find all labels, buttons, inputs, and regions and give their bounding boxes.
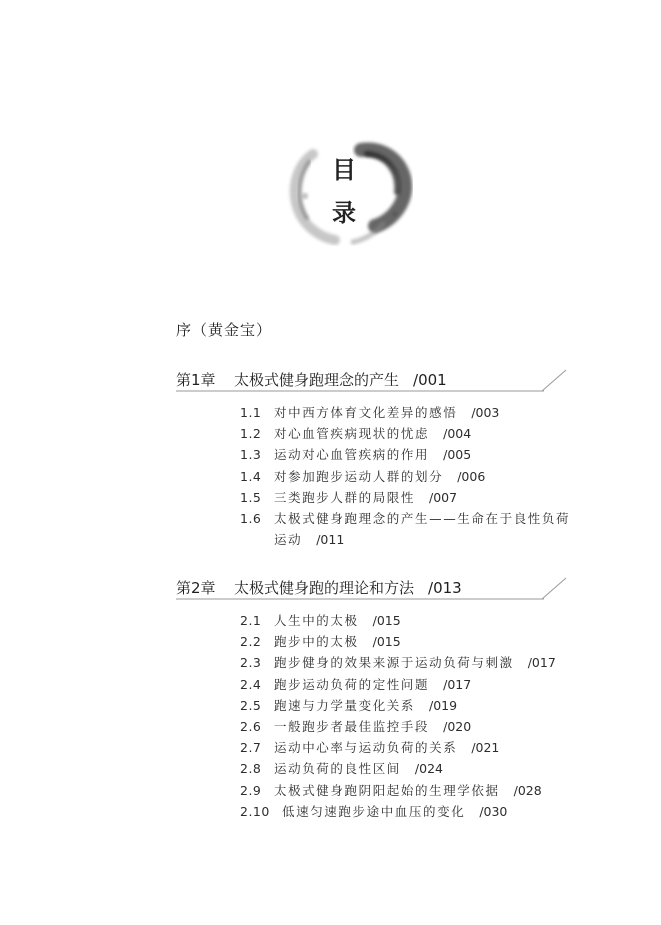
- toc-title-char-2: 录: [332, 199, 356, 227]
- toc-entry-2-1[interactable]: [240, 610, 556, 631]
- section-title: 低速匀速跑步途中血压的变化: [282, 803, 466, 819]
- section-title: 对参加跑步运动人群的划分: [274, 468, 444, 484]
- toc-entry-1-4[interactable]: [240, 466, 570, 487]
- section-page: /005: [443, 447, 472, 463]
- toc-entry-1-1[interactable]: [240, 402, 570, 423]
- toc-entry-2-10[interactable]: [240, 801, 556, 822]
- section-title: 三类跑步人群的局限性: [274, 489, 416, 505]
- toc-entry-1-6[interactable]: [240, 508, 570, 529]
- toc-entry-1-6-continued[interactable]: [240, 529, 570, 550]
- toc-entry-2-7[interactable]: [240, 737, 556, 758]
- section-title-continued: 运动: [274, 532, 303, 548]
- section-page: /021: [471, 740, 500, 756]
- toc-entry-2-5[interactable]: [240, 695, 556, 716]
- section-title: 人生中的太极: [274, 613, 359, 628]
- chapter-page: /001: [413, 371, 447, 389]
- chapter-title: 太极式健身跑理念的产生: [234, 371, 400, 389]
- toc-entry-1-3[interactable]: [240, 444, 570, 465]
- preface-entry[interactable]: 序（黄金宝）: [176, 321, 273, 339]
- toc-entry-2-8[interactable]: [240, 758, 556, 779]
- section-page: /024: [414, 761, 443, 777]
- toc-entry-2-4[interactable]: [240, 674, 556, 695]
- section-number: 2.1: [240, 613, 262, 628]
- section-page: /003: [471, 405, 500, 420]
- section-page: /019: [429, 697, 458, 713]
- toc-entry-2-3[interactable]: [240, 652, 556, 673]
- section-number: 1.1: [240, 405, 262, 420]
- section-title: 运动负荷的良性区间: [274, 761, 401, 777]
- chapter-1-section-list: [240, 402, 570, 550]
- section-number: 1.4: [240, 468, 262, 484]
- section-title: 对心血管疾病现状的忧虑: [274, 426, 430, 442]
- chapter-underline-divider: [176, 577, 568, 603]
- toc-entry-1-2[interactable]: [240, 423, 570, 444]
- section-page: /028: [513, 782, 542, 798]
- section-page: /006: [457, 468, 486, 484]
- section-title: 一般跑步者最佳监控手段: [274, 718, 430, 734]
- section-title: 跑速与力学量变化关系: [274, 697, 416, 713]
- section-number: 1.6: [240, 510, 262, 526]
- section-number: 2.3: [240, 655, 262, 671]
- chapter-number: 第2章: [176, 579, 216, 597]
- section-page: /004: [443, 426, 472, 442]
- section-number: 2.5: [240, 697, 262, 713]
- section-number: 2.4: [240, 676, 262, 692]
- section-number: 2.10: [240, 803, 270, 819]
- section-number: 1.5: [240, 489, 262, 505]
- chapter-underline-divider: [176, 369, 568, 395]
- section-page: /015: [372, 613, 401, 628]
- chapter-number: 第1章: [176, 371, 216, 389]
- section-title: 跑步运动负荷的定性问题: [274, 676, 430, 692]
- section-number: 2.8: [240, 761, 262, 777]
- toc-entry-2-6[interactable]: [240, 716, 556, 737]
- section-number: 2.7: [240, 740, 262, 756]
- chapter-2-heading[interactable]: [176, 577, 568, 603]
- section-title: 运动中心率与运动负荷的关系: [274, 740, 458, 756]
- toc-title-char-1: 目: [332, 156, 356, 184]
- toc-entry-2-2[interactable]: [240, 631, 556, 652]
- chapter-2-section-list: [240, 610, 556, 822]
- section-number: 2.2: [240, 634, 262, 650]
- chapter-page: /013: [428, 579, 462, 597]
- section-title: 太极式健身跑阴阳起始的生理学依据: [274, 782, 500, 798]
- section-page: /007: [429, 489, 458, 505]
- section-page: /017: [527, 655, 556, 671]
- section-page: /030: [479, 803, 508, 819]
- section-title: 对中西方体育文化差异的感悟: [274, 405, 458, 420]
- section-number: 2.9: [240, 782, 262, 798]
- section-title: 跑步中的太极: [274, 634, 359, 650]
- section-page: /017: [443, 676, 472, 692]
- toc-entry-2-9[interactable]: [240, 780, 556, 801]
- section-number: 1.3: [240, 447, 262, 463]
- toc-entry-1-5[interactable]: [240, 487, 570, 508]
- chapter-1-heading[interactable]: [176, 369, 568, 395]
- section-page: /015: [372, 634, 401, 650]
- section-number: 2.6: [240, 718, 262, 734]
- section-page: /020: [443, 718, 472, 734]
- chapter-title: 太极式健身跑的理论和方法: [234, 579, 415, 597]
- section-title: 运动对心血管疾病的作用: [274, 447, 430, 463]
- section-number: 1.2: [240, 426, 262, 442]
- section-page: /011: [316, 532, 345, 548]
- section-title: 跑步健身的效果来源于运动负荷与刺激: [274, 655, 514, 671]
- section-title: 太极式健身跑理念的产生——生命在于良性负荷: [274, 510, 571, 526]
